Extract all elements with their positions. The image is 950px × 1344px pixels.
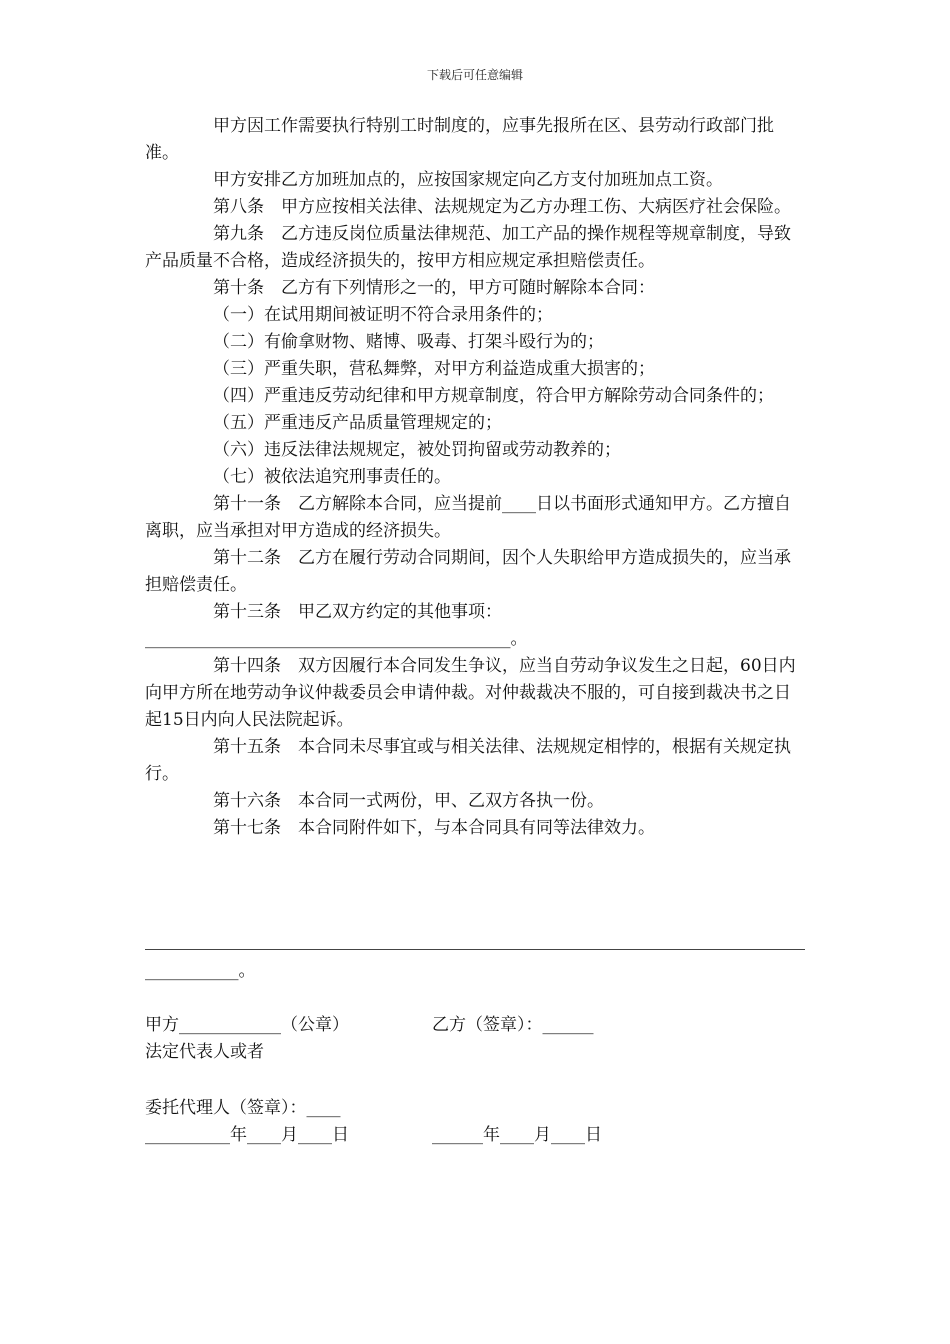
party-a-date: __________年____月____日 [145, 1125, 349, 1145]
article-12: 第十二条 乙方在履行劳动合同期间，因个人失职给甲方造成损失的，应当承担赔偿责任。 [145, 548, 791, 595]
article-17: 第十七条 本合同附件如下，与本合同具有同等法律效力。 [213, 818, 655, 838]
party-b-date: ______年____月____日 [432, 1125, 602, 1145]
article-10: 第十条 乙方有下列情形之一的，甲方可随时解除本合同： [213, 278, 655, 298]
party-b-signature: 乙方（签章）：______ [432, 1015, 594, 1035]
paragraph: 甲方因工作需要执行特别工时制度的，应事先报所在区、县劳动行政部门批准。 [145, 116, 774, 163]
article-13: 第十三条 甲乙双方约定的其他事项：___________________________________________。 [145, 602, 528, 649]
clause-item: （六）违反法律法规规定，被处罚拘留或劳动教养的； [213, 440, 621, 460]
attachment-blank-line [145, 949, 805, 950]
article-9: 第九条 乙方违反岗位质量法律规范、加工产品的操作规程等规章制度，导致产品质量不合格，造成经济损失的，按甲方相应规定承担赔偿责任。 [145, 224, 791, 271]
authorized-agent-signature: 委托代理人（签章）：____ [145, 1098, 341, 1118]
clause-item: （七）被依法追究刑事责任的。 [213, 467, 451, 487]
article-11: 第十一条 乙方解除本合同，应当提前____日以书面形式通知甲方。乙方擅自离职，应当承担对甲方造成的经济损失。 [145, 494, 791, 541]
contract-body [145, 113, 805, 842]
clause-item: （二）有偷拿财物、赌博、吸毒、打架斗殴行为的； [213, 332, 604, 352]
attachment-blank-end: ___________。 [145, 961, 256, 981]
article-8: 第八条 甲方应按相关法律、法规规定为乙方办理工伤、大病医疗社会保险。 [213, 197, 791, 217]
clause-item: （一）在试用期间被证明不符合录用条件的； [213, 305, 553, 325]
clause-item: （五）严重违反产品质量管理规定的； [213, 413, 502, 433]
party-a-seal: 甲方____________（公章） [145, 1015, 349, 1035]
article-14: 第十四条 双方因履行本合同发生争议，应当自劳动争议发生之日起，60日内向甲方所在地劳动争议仲裁委员会申请仲裁。对仲裁裁决不服的，可自接到裁决书之日起15日内向人民法院起诉。 [145, 656, 796, 730]
clause-item: （四）严重违反劳动纪律和甲方规章制度，符合甲方解除劳动合同条件的； [213, 386, 774, 406]
legal-representative-label: 法定代表人或者 [145, 1042, 264, 1062]
paragraph: 甲方安排乙方加班加点的，应按国家规定向乙方支付加班加点工资。 [213, 170, 723, 190]
article-15: 第十五条 本合同未尽事宜或与相关法律、法规规定相悖的，根据有关规定执行。 [145, 737, 791, 784]
clause-item: （三）严重失职，营私舞弊，对甲方利益造成重大损害的； [213, 359, 655, 379]
page-header: 下载后可任意编辑 [426, 68, 523, 82]
article-16: 第十六条 本合同一式两份，甲、乙双方各执一份。 [213, 791, 604, 811]
